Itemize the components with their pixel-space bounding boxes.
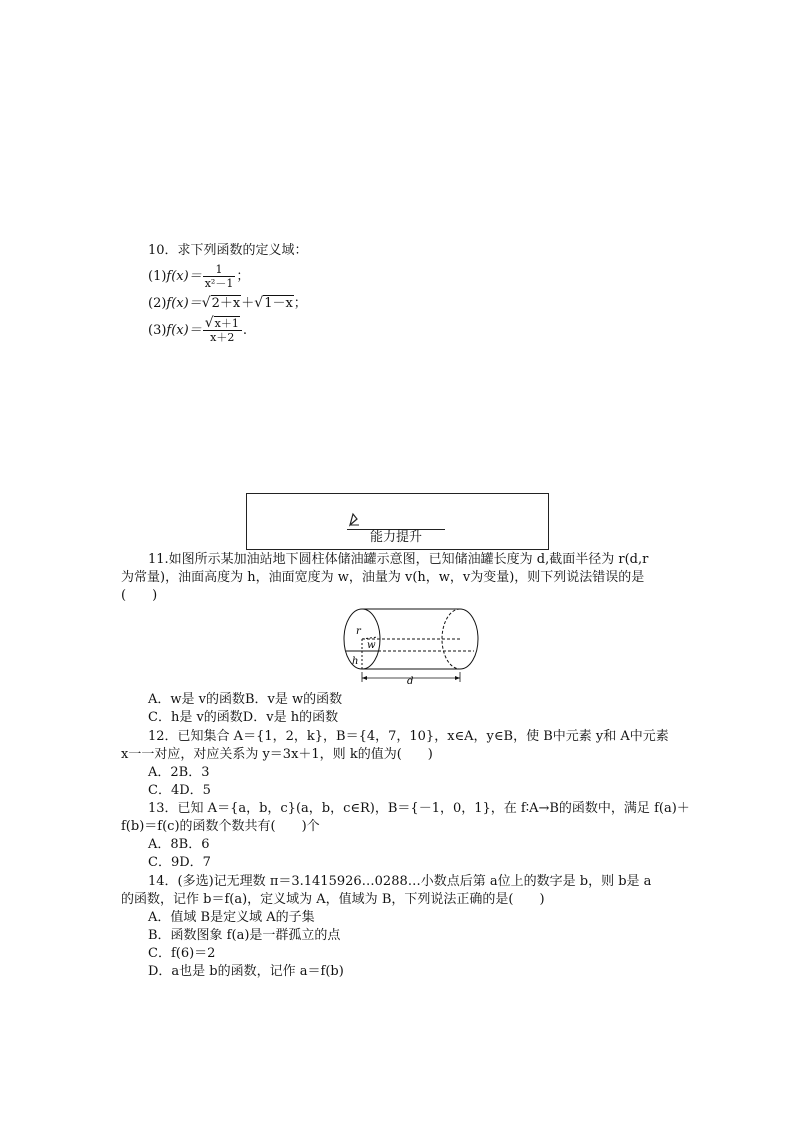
q14-option-a: A．值域 B是定义域 A的子集 — [148, 910, 315, 925]
section-title: 能力提升 — [369, 530, 422, 545]
sqrt-icon: √ — [201, 295, 211, 311]
q10-part1-label: (1) — [148, 269, 167, 284]
q10-part3-fraction — [203, 317, 242, 344]
pen-icon — [347, 511, 363, 527]
q12-line1: 12．已知集合 A＝{1，2，k}，B＝{4，7，10}，x∈A，y∈B，使 B中元素 y和 A中元素 — [148, 729, 669, 744]
q13-options-cd: C．9D．7 — [148, 855, 211, 870]
q14-line2: 的函数，记作 b＝f(a)，定义域为 A，值域为 B，下列说法正确的是( ) — [121, 892, 545, 907]
cylinder-figure — [342, 604, 482, 686]
q10-part2-label: (2) — [148, 296, 167, 311]
q11-options-cd: C．h是 v的函数D．v是 h的函数 — [148, 710, 339, 725]
q10-part1-end: ； — [236, 269, 250, 284]
section-box — [246, 493, 549, 550]
q10-part3-end: . — [242, 323, 247, 338]
q10-part1-fraction — [203, 263, 236, 290]
q10-part2-radicand2: 1－x — [264, 296, 293, 311]
q10-part3-label: (3) — [148, 323, 167, 338]
q10-part1 — [148, 261, 249, 293]
q12-options-ab: A．2B．3 — [148, 765, 210, 780]
q12-options-cd: C．4D．5 — [148, 783, 211, 798]
q14-option-d: D．a也是 b的函数，记作 a＝f(b) — [148, 964, 344, 979]
q10-part1-numerator: 1 — [203, 263, 236, 277]
q14-option-b: B．函数图象 f(a)是一群孤立的点 — [148, 928, 341, 943]
q10-part2-radicand1: 2＋x — [211, 296, 241, 311]
fig-label-d: d — [407, 676, 414, 686]
q11-options-ab: A．w是 v的函数B．v是 w的函数 — [148, 692, 343, 707]
q10-part3-lhs: f(x)＝ — [166, 323, 202, 338]
q10-part2-plus: ＋ — [241, 296, 255, 311]
q11-line1: 11.如图所示某加油站地下圆柱体储油罐示意图，已知储油罐长度为 d,截面半径为 r(d,r — [148, 552, 649, 567]
q10-part3-radicand: x＋1 — [214, 317, 239, 330]
fig-label-w: w — [367, 640, 376, 651]
q12-line2: x一一对应，对应关系为 y＝3x＋1，则 k的值为( ) — [121, 747, 433, 762]
q10-part1-lhs: f(x)＝ — [166, 269, 202, 284]
q10-part3-denominator: x＋2 — [210, 331, 235, 344]
q10-part3-numerator — [203, 317, 242, 331]
q10-part2-end: ； — [293, 296, 307, 311]
q10-part3 — [148, 314, 247, 348]
q11-line3: ( ) — [121, 588, 158, 603]
q13-options-ab: A．8B．6 — [148, 837, 210, 852]
q11-line2: 为常量)，油面高度为 h，油面宽度为 w，油量为 v(h，w，v为变量)，则下列说法错误的是 — [121, 570, 645, 585]
q10-part2 — [148, 294, 307, 313]
fig-label-h: h — [352, 656, 359, 667]
q10-part2-lhs: f(x)＝ — [166, 296, 202, 311]
sqrt-icon: √ — [204, 315, 214, 331]
q10-stem: 10．求下列函数的定义域： — [148, 243, 308, 258]
q13-line2: f(b)＝f(c)的函数个数共有( )个 — [121, 819, 320, 834]
q13-line1: 13．已知 A＝{a，b，c}(a，b，c∈R)，B＝{－1，0，1}，在 f∶A→B的函数中，满足 f(a)＋ — [148, 801, 690, 816]
q14-line1: 14．(多选)记无理数 π＝3.1415926…0288…小数点后第 a位上的数字是 b，则 b是 a — [148, 874, 652, 889]
fig-label-r: r — [356, 626, 361, 637]
q14-option-c: C．f(6)＝2 — [148, 946, 216, 961]
sqrt-icon: √ — [254, 295, 264, 311]
q10-part1-denominator: x²－1 — [204, 277, 234, 290]
